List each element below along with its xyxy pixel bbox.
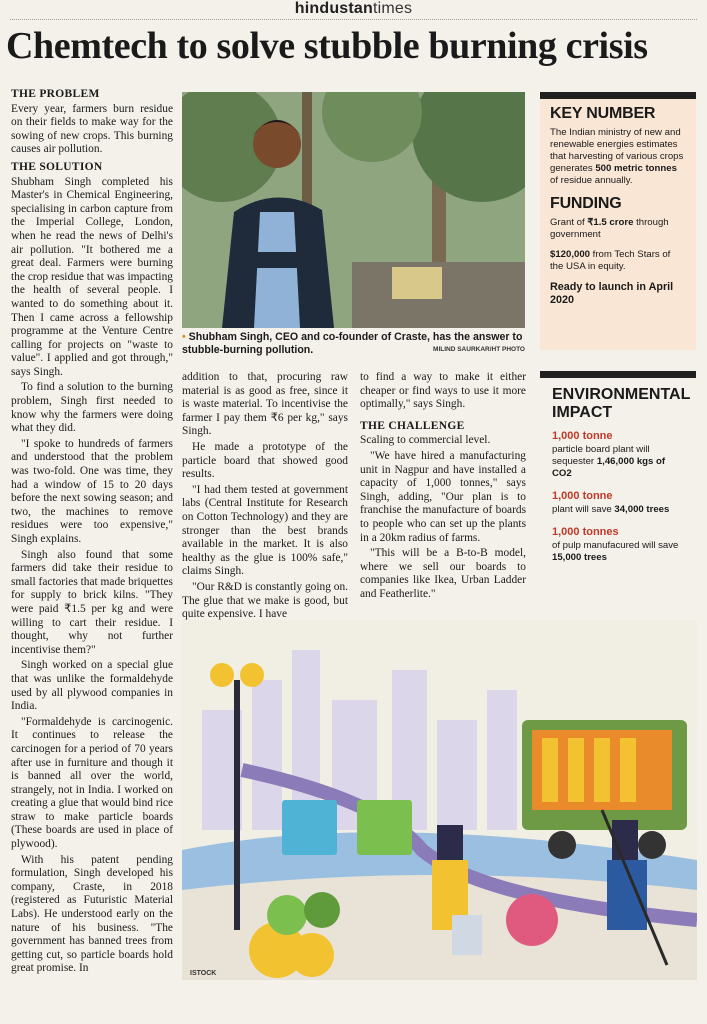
env-text-pre: particle board plant will sequester (552, 444, 650, 467)
mid-para: addition to that, procuring raw material is as good as free, since it is waste material. To incentivise the farmer I pay them ₹6 per kg," says Singh. (182, 371, 348, 438)
masthead-rule (10, 19, 697, 20)
key-number-box (540, 92, 696, 350)
funding-1c: through government (550, 217, 669, 240)
masthead-brand: hindustan (294, 0, 373, 17)
env-text-bold: 34,000 trees (614, 504, 670, 515)
env-number: 1,000 tonnes (552, 526, 619, 538)
key-text-bold: 500 metric tonnes (595, 163, 677, 174)
left-para: Singh worked on a special glue that was unlike the formaldehyde used by all plywood companies in India. (11, 659, 173, 713)
key-text-c: of residue annually. (550, 175, 633, 186)
funding-title: FUNDING (550, 195, 622, 212)
env-number: 1,000 tonne (552, 490, 613, 502)
photo-scene (182, 92, 525, 328)
left-column (11, 88, 173, 978)
env-text-bold: 1,46,000 kgs of CO2 (552, 456, 666, 479)
left-para: Singh also found that some farmers did take their residue to small factories that made briquettes for supply to brick kilns. "They were paid ₹1.5 per kg and were willing to cart their residue. I thought, why not further incentivise them?" (11, 548, 173, 656)
left-para: Shubham Singh completed his Master's in Chemical Engineering, specialising in carbon capture from the Imperial College, London, when he read the news of Delhi's air pollution. "It bothered me a great deal. Farmers were burning the crop residue that was impacting the health of several people. I wanted to do something about it. Then I came across a fellowship programme at the Venture Centre calling for projects on "waste to value". I applied and got through," says Singh. (11, 175, 173, 378)
caption-bullet: • (182, 331, 186, 343)
environmental-impact-box (540, 371, 696, 621)
env-text (552, 444, 684, 480)
env-text-pre: of pulp manufacured will save (552, 540, 679, 551)
illustration-credit: ISTOCK (190, 970, 217, 977)
key-number-title: KEY NUMBER (550, 105, 656, 122)
funding-2b: from Tech Stars of the USA in equity. (550, 249, 671, 272)
recycling-illustration (182, 620, 697, 980)
headline: Chemtech to solve stubble burning crisis (6, 25, 648, 67)
solution-subhead: THE SOLUTION (11, 160, 103, 173)
env-text (552, 540, 684, 564)
masthead-brand-suffix: times (373, 0, 413, 17)
env-text-bold: 15,000 trees (552, 552, 607, 563)
env-number: 1,000 tonne (552, 430, 613, 442)
challenge-subhead: THE CHALLENGE (360, 419, 465, 432)
mid-para: "I had them tested at government labs (Central Institute for Research on Cotton Technology) and they are stronger than the best brands available in the market. It is also healthy as the glue is 100% safe," claims Singh. (182, 483, 348, 578)
problem-subhead: THE PROBLEM (11, 88, 100, 100)
env-text (552, 504, 684, 516)
funding-2a: $120,000 (550, 249, 591, 260)
mid-para: "Our R&D is constantly going on. The glue that we make is good, but quite expensive. I have (182, 580, 348, 621)
env-text-pre: plant will save (552, 504, 615, 515)
left-para: "I spoke to hundreds of farmers and understood that the problem was two-fold. One was time, they had a window of 15 to 20 days before the next sowing season; and two, the machines to remove residues were too expensive," Singh explains. (11, 437, 173, 545)
masthead (0, 0, 707, 20)
photo-credit: MILIND SAURKAR/HT PHOTO (433, 345, 525, 353)
caption-text: Shubham Singh, CEO and co-founder of Craste, has the answer to stubble-burning pollution. (182, 331, 523, 356)
launch-text: Ready to launch in April 2020 (550, 281, 674, 306)
challenge-lead: Scaling to commercial level. (360, 434, 491, 447)
key-text-a: The Indian ministry of new and renewable energies estimates that harvesting of various crops generates (550, 127, 684, 174)
right-para: "This will be a B-to-B model, where we sell our boards to companies like Ikea, Urban Ladder and Featherlite." (360, 547, 526, 600)
funding-line-1 (550, 217, 686, 241)
funding-1b: ₹1.5 crore (587, 217, 634, 228)
funding-1a: Grant of (550, 217, 588, 228)
mid-para: He made a prototype of the particle board that showed good results. (182, 440, 348, 481)
portrait-photo (182, 92, 525, 328)
left-para: To find a solution to the burning problem, Singh first needed to know why the farmers were doing what they did. (11, 381, 173, 435)
middle-column (182, 371, 348, 624)
problem-text: Every year, farmers burn residue on their fields to make way for the sowing of new crops. This burning causes air pollution. (11, 102, 173, 156)
key-number-text (550, 127, 686, 187)
left-para: "Formaldehyde is carcinogenic. It continues to release the carcinogen for a period of 70 years after use in furniture and though it is banned all over the world, strangely, not in India. I worked on creating a glue that would bind rice straw to make particle boards (These boards are used in place of plywood). (11, 715, 173, 851)
left-para: With his patent pending formulation, Singh developed his company, Craste, in 2018 (registered as Futuristic Material Labs). He understood early on the nature of his business. "The government has banned trees from getting cut, so particle boards hold great promise. In (11, 853, 173, 975)
funding-line-2 (550, 249, 686, 273)
right-column (360, 371, 526, 604)
photo-caption (182, 331, 525, 356)
env-title: ENVIRONMENTAL IMPACT (552, 386, 691, 421)
right-para: "We have hired a manufacturing unit in Nagpur and have installed a capacity of 1,000 tonnes," says Singh, adding, "Our plan is to franchise the manufacture of boards to people who can set up the plants in a 20km radius of farms. (360, 449, 526, 544)
illustration-scene (182, 620, 697, 980)
right-para-top: to find a way to make it either cheaper or find ways to use it more optimally," says Singh. (360, 371, 526, 411)
